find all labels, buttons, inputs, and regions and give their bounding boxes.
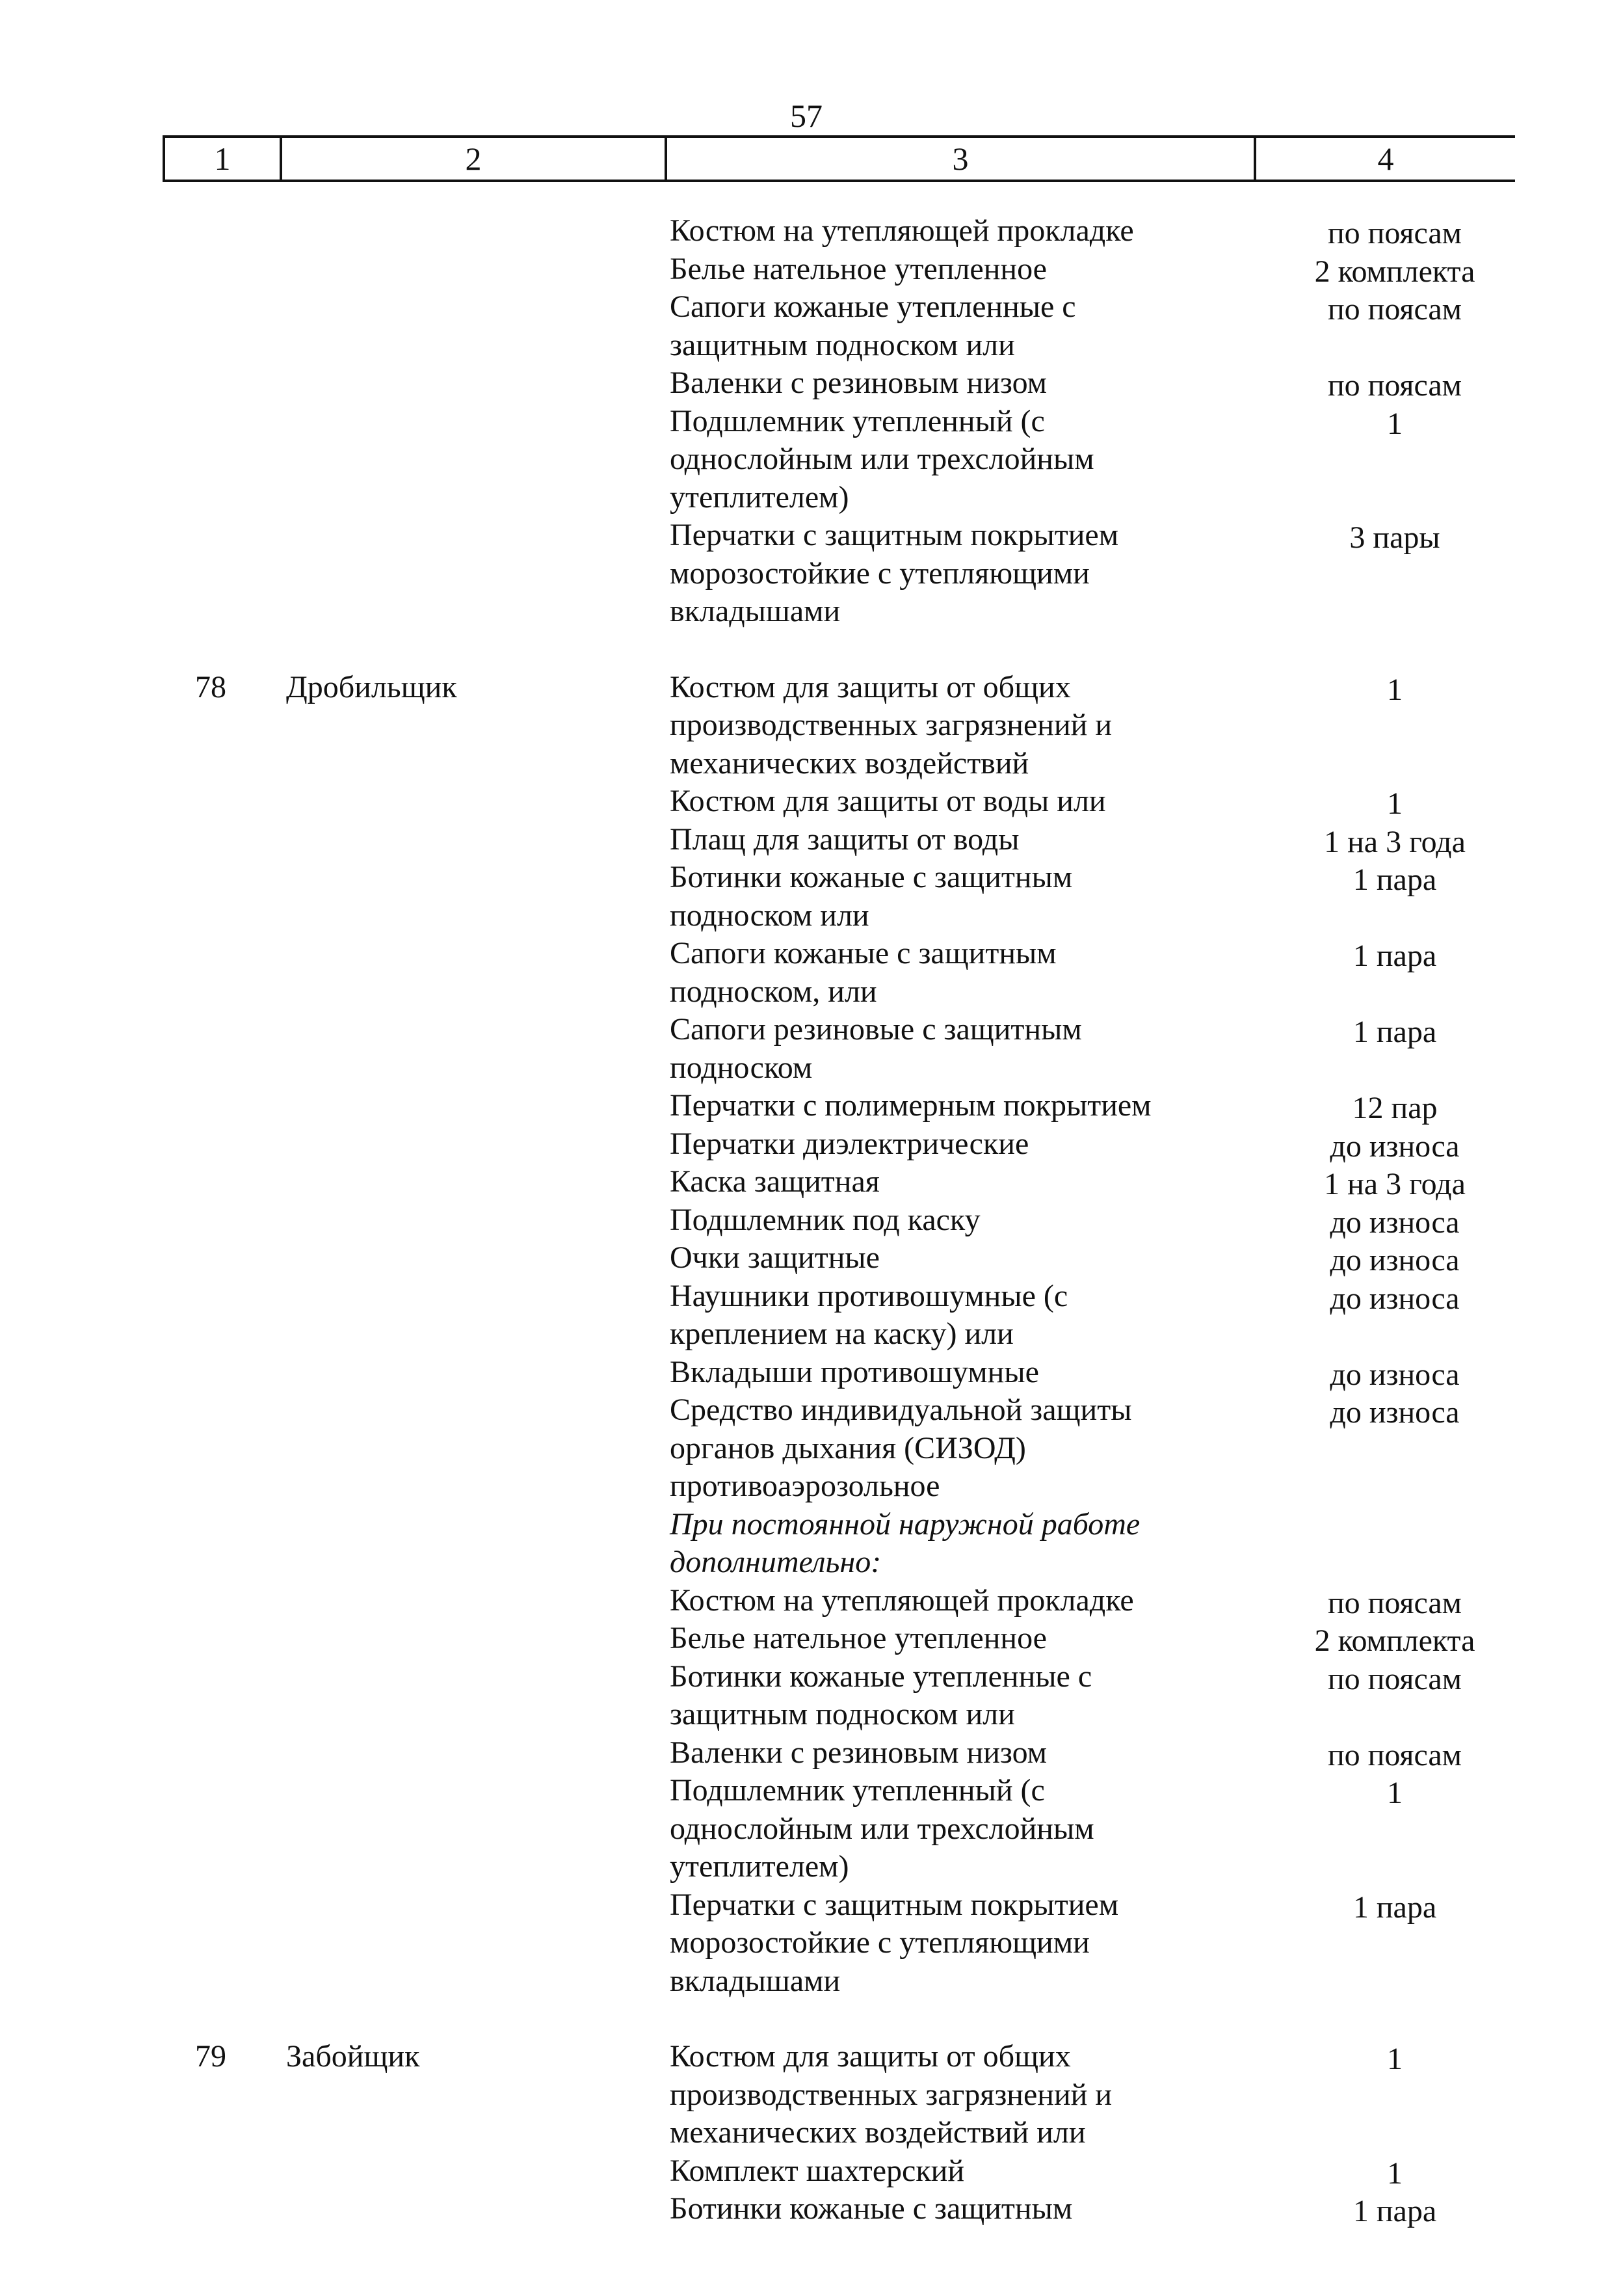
header-col-3: 3 — [665, 138, 1254, 180]
ppe-item-name: Сапоги кожаные с защитным подноском, или — [670, 936, 1057, 1009]
ppe-item-quantity: до износа — [1330, 1205, 1460, 1240]
ppe-item-name: Вкладыши противошумные — [670, 1354, 1039, 1389]
ppe-item-row — [0, 2190, 1623, 2228]
ppe-item-name: Белье нательное утепленное — [670, 1621, 1047, 1655]
ppe-item-row — [0, 1506, 1623, 1582]
ppe-item-row — [0, 1582, 1623, 1620]
ppe-item-row — [0, 250, 1623, 289]
ppe-item-row — [0, 1620, 1623, 1658]
ppe-item-name: Ботинки кожаные утепленные с защитным подноском или — [670, 1659, 1092, 1731]
table-header-row — [163, 135, 1515, 182]
table-body — [0, 212, 1623, 2228]
ppe-item-row — [0, 782, 1623, 821]
header-col-1: 1 — [163, 138, 280, 180]
ppe-item-row — [0, 288, 1623, 364]
profession-name: Дробильщик — [286, 669, 457, 704]
ppe-item-row — [0, 1886, 1623, 2001]
ppe-item-row — [0, 2152, 1623, 2191]
ppe-item-quantity: по поясам — [1327, 1661, 1462, 1696]
ppe-item-row — [0, 1011, 1623, 1087]
header-col-4: 4 — [1254, 138, 1515, 180]
ppe-item-row — [0, 1658, 1623, 1734]
ppe-item-row — [0, 935, 1623, 1011]
ppe-item-name: Подшлемник под каску — [670, 1202, 981, 1237]
ppe-item-name: Костюм для защиты от общих производственных загрязнений и механических воздействий — [670, 669, 1113, 781]
ppe-item-name: Костюм для защиты от общих производственных загрязнений и механических воздействий или — [670, 2039, 1113, 2150]
row-number: 78 — [195, 669, 226, 704]
table-block — [0, 212, 1623, 631]
ppe-item-name: Костюм на утепляющей прокладке — [670, 1582, 1134, 1618]
ppe-item-name: Костюм на утепляющей прокладке — [670, 213, 1134, 248]
ppe-item-name: Костюм для защиты от воды или — [670, 784, 1106, 818]
ppe-item-quantity: 1 пара — [1352, 1889, 1437, 1925]
ppe-item-name: Перчатки с защитным покрытием морозостойкие с утепляющими вкладышами — [670, 1887, 1119, 1998]
ppe-item-row — [0, 1354, 1623, 1392]
ppe-item-name: Подшлемник утепленный (с однослойным или трехслойным утеплителем) — [670, 1773, 1094, 1884]
ppe-item-quantity: 1 — [1387, 2042, 1403, 2076]
ppe-item-row — [0, 1163, 1623, 1201]
header-col-2: 2 — [280, 138, 665, 180]
ppe-item-row — [0, 1125, 1623, 1164]
ppe-item-row — [0, 1201, 1623, 1240]
ppe-item-quantity: 1 пара — [1352, 862, 1437, 897]
ppe-item-name: Ботинки кожаные с защитным подноском или — [670, 860, 1073, 933]
ppe-item-quantity: по поясам — [1327, 1585, 1462, 1620]
ppe-item-row — [0, 1087, 1623, 1125]
ppe-item-quantity: 1 — [1387, 672, 1403, 707]
ppe-item-row — [0, 821, 1623, 859]
ppe-item-quantity: 1 пара — [1352, 2194, 1437, 2228]
ppe-item-name: Валенки с резиновым низом — [670, 1735, 1048, 1770]
page-number: 57 — [790, 98, 823, 134]
ppe-item-name: Подшлемник утепленный (с однослойным или трехслойным утеплителем) — [670, 403, 1094, 514]
ppe-item-row — [0, 1772, 1623, 1886]
ppe-item-quantity: по поясам — [1327, 216, 1462, 250]
ppe-item-row — [0, 364, 1623, 403]
ppe-item-row — [0, 403, 1623, 517]
ppe-item-name: Перчатки с полимерным покрытием — [670, 1088, 1152, 1123]
row-number: 79 — [195, 2039, 226, 2074]
ppe-item-quantity: по поясам — [1327, 368, 1462, 403]
ppe-item-quantity: до износа — [1330, 1281, 1460, 1316]
ppe-item-name: Комплект шахтерский — [670, 2153, 965, 2188]
ppe-item-name: Наушники противошумные (с креплением на каску) или — [670, 1278, 1068, 1351]
ppe-item-quantity: 12 пар — [1352, 1091, 1438, 1125]
ppe-item-quantity: 2 комплекта — [1314, 254, 1475, 289]
ppe-item-quantity: по поясам — [1327, 1737, 1462, 1772]
ppe-item-quantity: 1 на 3 года — [1324, 1167, 1466, 1201]
ppe-item-quantity: по поясам — [1327, 292, 1462, 327]
table-block — [0, 669, 1623, 2001]
ppe-item-row — [0, 1734, 1623, 1772]
ppe-item-name: Каска защитная — [670, 1164, 880, 1199]
ppe-item-name: Очки защитные — [670, 1240, 880, 1275]
ppe-item-quantity: до износа — [1330, 1395, 1460, 1430]
ppe-item-quantity: 1 пара — [1352, 939, 1437, 973]
ppe-item-quantity: 1 — [1387, 1776, 1403, 1810]
ppe-item-quantity: до износа — [1330, 1243, 1460, 1277]
ppe-item-row — [0, 1239, 1623, 1277]
ppe-item-quantity: 1 пара — [1352, 1015, 1437, 1049]
ppe-item-name: Ботинки кожаные с защитным — [670, 2191, 1073, 2226]
ppe-item-row — [0, 2038, 1623, 2152]
ppe-item-row — [0, 669, 1623, 783]
section-note: При постоянной наружной работе дополнительно: — [670, 1506, 1141, 1579]
ppe-item-name: Белье нательное утепленное — [670, 251, 1047, 286]
ppe-item-name: Валенки с резиновым низом — [670, 366, 1048, 400]
ppe-item-quantity: до износа — [1330, 1128, 1460, 1164]
ppe-item-name: Перчатки с защитным покрытием морозостойкие с утепляющими вкладышами — [670, 518, 1119, 628]
ppe-item-row — [0, 1391, 1623, 1506]
table-block — [0, 2038, 1623, 2228]
profession-name: Забойщик — [286, 2039, 420, 2074]
ppe-item-quantity: 2 комплекта — [1314, 1623, 1475, 1658]
ppe-item-quantity: 1 — [1387, 786, 1403, 821]
ppe-item-quantity: до износа — [1330, 1357, 1460, 1392]
ppe-item-name: Средство индивидуальной защиты органов дыхания (СИЗОД) противоаэрозольное — [670, 1393, 1132, 1503]
ppe-item-row — [0, 516, 1623, 631]
ppe-item-row — [0, 212, 1623, 250]
ppe-item-quantity: 1 — [1387, 2156, 1403, 2191]
ppe-item-row — [0, 1277, 1623, 1354]
ppe-item-quantity: 3 пары — [1349, 520, 1440, 555]
ppe-item-row — [0, 859, 1623, 935]
ppe-item-name: Сапоги кожаные утепленные с защитным подноском или — [670, 289, 1076, 362]
ppe-item-name: Сапоги резиновые с защитным подноском — [670, 1012, 1082, 1085]
ppe-item-quantity: 1 на 3 года — [1324, 824, 1466, 859]
ppe-item-name: Перчатки диэлектрические — [670, 1126, 1029, 1161]
ppe-item-name: Плащ для защиты от воды — [670, 821, 1020, 857]
ppe-item-quantity: 1 — [1387, 406, 1403, 441]
